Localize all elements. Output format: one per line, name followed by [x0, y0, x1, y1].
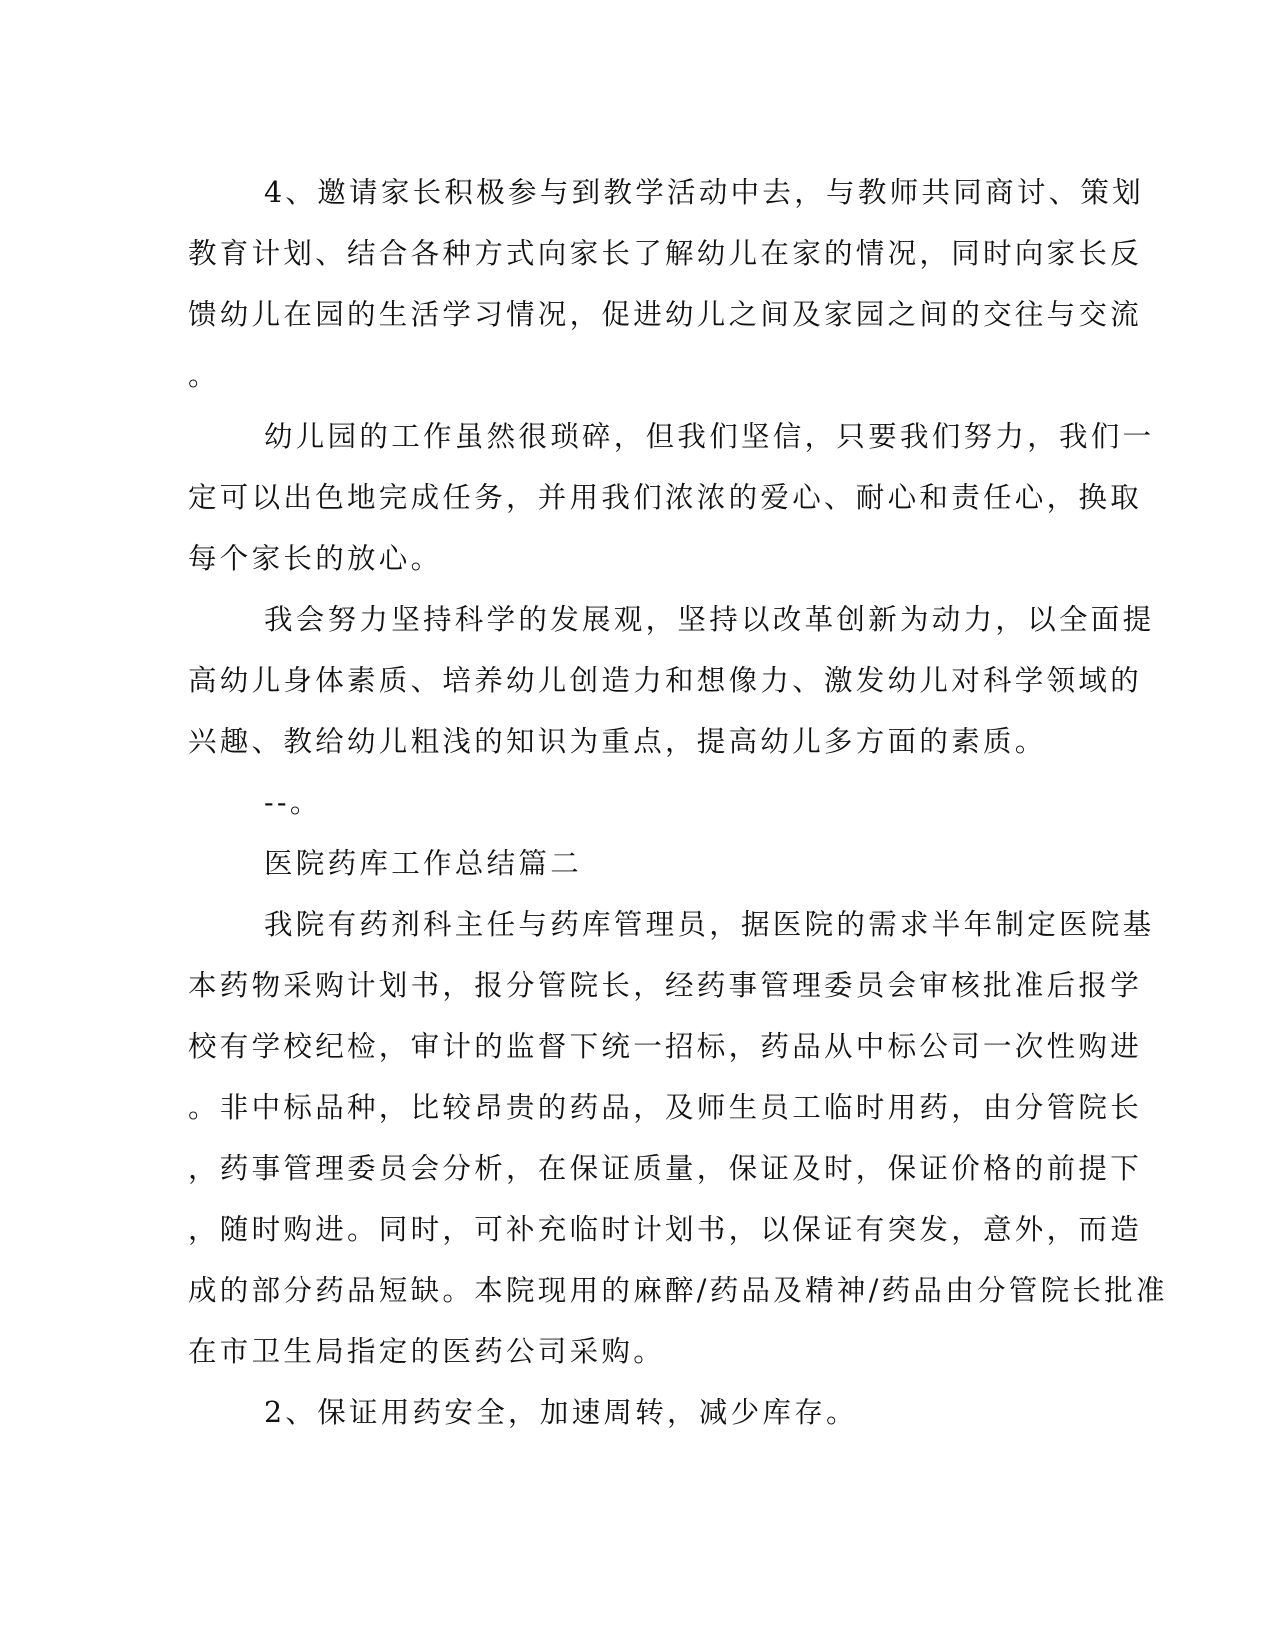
paragraph-line: 在市卫生局指定的医药公司采购。 [188, 1335, 666, 1368]
paragraph-line: 高幼儿身体素质、培养幼儿创造力和想像力、激发幼儿对科学领域的 [188, 664, 1143, 697]
paragraph-line: ，随时购进。同时，可补充临时计划书，以保证有突发，意外，而造 [188, 1213, 1143, 1246]
paragraph-line: 我院有药剂科主任与药库管理员，据医院的需求半年制定医院基 [264, 908, 1155, 941]
paragraph-line: 每个家长的放心。 [188, 542, 443, 575]
document-body [188, 162, 1168, 1443]
paragraph-line: 。非中标品种，比较昂贵的药品，及师生员工临时用药，由分管院长 [188, 1091, 1143, 1124]
section-heading: 医院药库工作总结篇二 [264, 847, 583, 880]
paragraph-line: 4、邀请家长积极参与到教学活动中去，与教师共同商讨、策划 [264, 176, 1145, 209]
paragraph-line: 2、保证用药安全，加速周转，减少库存。 [264, 1396, 858, 1429]
paragraph-line: 教育计划、结合各种方式向家长了解幼儿在家的情况，同时向家长反 [188, 237, 1143, 270]
paragraph-line: 幼儿园的工作虽然很琐碎，但我们坚信，只要我们努力，我们一 [264, 420, 1155, 453]
paragraph-line: 。 [188, 359, 220, 392]
paragraph-line: 馈幼儿在园的生活学习情况，促进幼儿之间及家园之间的交往与交流 [188, 298, 1143, 331]
paragraph-line: --。 [264, 786, 322, 819]
paragraph-line: 定可以出色地完成任务，并用我们浓浓的爱心、耐心和责任心，换取 [188, 481, 1143, 514]
paragraph-line: 兴趣、教给幼儿粗浅的知识为重点，提高幼儿多方面的素质。 [188, 725, 1047, 758]
paragraph-line: ，药事管理委员会分析，在保证质量，保证及时，保证价格的前提下 [188, 1152, 1143, 1185]
paragraph-line: 校有学校纪检，审计的监督下统一招标，药品从中标公司一次性购进 [188, 1030, 1143, 1063]
paragraph-line: 本药物采购计划书，报分管院长，经药事管理委员会审核批准后报学 [188, 969, 1143, 1002]
paragraph-line: 我会努力坚持科学的发展观，坚持以改革创新为动力，以全面提 [264, 603, 1155, 636]
paragraph-line: 成的部分药品短缺。本院现用的麻醉/药品及精神/药品由分管院长批准 [188, 1274, 1168, 1307]
